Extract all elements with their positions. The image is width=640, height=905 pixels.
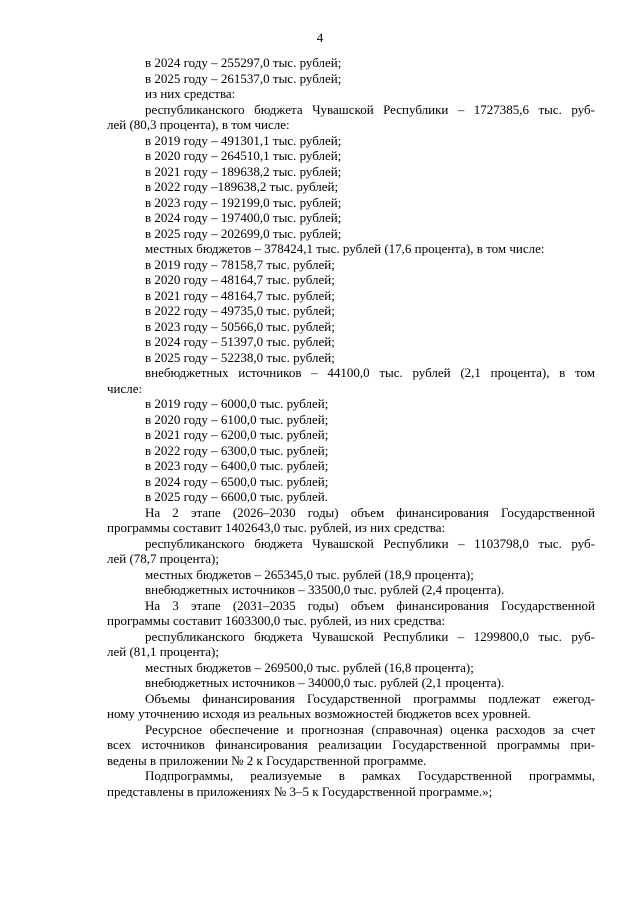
- text-line: в 2022 году – 6300,0 тыс. рублей;: [145, 442, 329, 458]
- text-line: в 2025 году – 6600,0 тыс. рублей.: [145, 489, 328, 504]
- text-line: местных бюджетов – 378424,1 тыс. рублей (17,6 процента), в том числе:: [145, 241, 545, 256]
- text-line: Ресурсное обеспечение и прогнозная (справочная) оценка расходов за счет: [145, 721, 595, 737]
- text-line: лей (81,1 процента);: [107, 644, 219, 659]
- text-line: в 2019 году – 78158,7 тыс. рублей;: [145, 256, 335, 272]
- text-line: представлены в приложениях № 3–5 к Государственной программе.»;: [107, 783, 493, 799]
- text-line: из них средства:: [145, 86, 236, 101]
- text-line: внебюджетных источников – 34000,0 тыс. рублей (2,1 процента).: [145, 675, 505, 690]
- text-line: в 2023 году – 6400,0 тыс. рублей;: [145, 458, 329, 473]
- text-line: в 2022 году –189638,2 тыс. рублей;: [145, 179, 339, 194]
- text-line: местных бюджетов – 269500,0 тыс. рублей (16,8 процента);: [145, 659, 474, 675]
- text-line: местных бюджетов – 265345,0 тыс. рублей (18,9 процента);: [145, 566, 474, 582]
- text-line: в 2024 году – 197400,0 тыс. рублей;: [145, 210, 342, 225]
- text-line: в 2020 году – 48164,7 тыс. рублей;: [145, 272, 335, 287]
- text-line: республиканского бюджета Чувашской Республики – 1299800,0 тыс. руб-: [145, 628, 595, 644]
- text-line: На 3 этапе (2031–2035 годы) объем финансирования Государственной: [145, 597, 595, 613]
- text-line: в 2022 году – 49735,0 тыс. рублей;: [145, 303, 335, 318]
- text-line: Объемы финансирования Государственной программы подлежат ежегод-: [145, 690, 595, 706]
- text-line: республиканского бюджета Чувашской Республики – 1103798,0 тыс. руб-: [145, 535, 595, 551]
- text-line: в 2021 году – 48164,7 тыс. рублей;: [145, 287, 335, 303]
- text-line: в 2025 году – 202699,0 тыс. рублей;: [145, 225, 342, 241]
- text-line: в 2020 году – 6100,0 тыс. рублей;: [145, 411, 329, 427]
- text-line: Подпрограммы, реализуемые в рамках Государственной программы,: [145, 768, 595, 783]
- text-line: в 2020 году – 264510,1 тыс. рублей;: [145, 148, 342, 163]
- text-line: внебюджетных источников – 33500,0 тыс. рублей (2,4 процента).: [145, 582, 505, 597]
- text-line: На 2 этапе (2026–2030 годы) объем финансирования Государственной: [145, 504, 595, 520]
- page-number: 4: [316, 30, 324, 45]
- text-line: в 2025 году – 261537,0 тыс. рублей;: [145, 70, 342, 86]
- text-line: всех источников финансирования реализации Государственной программы при-: [107, 737, 595, 752]
- text-line: ному уточнению исходя из реальных возможностей бюджетов всех уровней.: [107, 706, 531, 721]
- text-line: ведены в приложении № 2 к Государственной программе.: [107, 752, 427, 768]
- text-line: внебюджетных источников – 44100,0 тыс. рублей (2,1 процента), в том: [145, 365, 595, 380]
- document-body: [107, 55, 595, 799]
- text-line: в 2025 году – 52238,0 тыс. рублей;: [145, 349, 335, 365]
- text-line: лей (78,7 процента);: [107, 551, 219, 566]
- text-line: в 2021 году – 6200,0 тыс. рублей;: [145, 427, 329, 442]
- text-line: в 2023 году – 50566,0 тыс. рублей;: [145, 318, 335, 334]
- text-line: числе:: [107, 380, 143, 396]
- text-line: в 2024 году – 255297,0 тыс. рублей;: [145, 55, 342, 70]
- text-line: программы составит 1402643,0 тыс. рублей, из них средства:: [107, 520, 446, 535]
- text-line: в 2024 году – 6500,0 тыс. рублей;: [145, 473, 329, 489]
- text-line: республиканского бюджета Чувашской Республики – 1727385,6 тыс. руб-: [145, 101, 595, 117]
- text-line: в 2019 году – 491301,1 тыс. рублей;: [145, 132, 342, 148]
- text-line: в 2019 году – 6000,0 тыс. рублей;: [145, 396, 329, 411]
- text-line: в 2021 году – 189638,2 тыс. рублей;: [145, 163, 342, 179]
- text-line: в 2023 году – 192199,0 тыс. рублей;: [145, 194, 342, 210]
- text-line: программы составит 1603300,0 тыс. рублей, из них средства:: [107, 613, 446, 628]
- text-line: лей (80,3 процента), в том числе:: [107, 117, 290, 132]
- text-line: в 2024 году – 51397,0 тыс. рублей;: [145, 334, 335, 349]
